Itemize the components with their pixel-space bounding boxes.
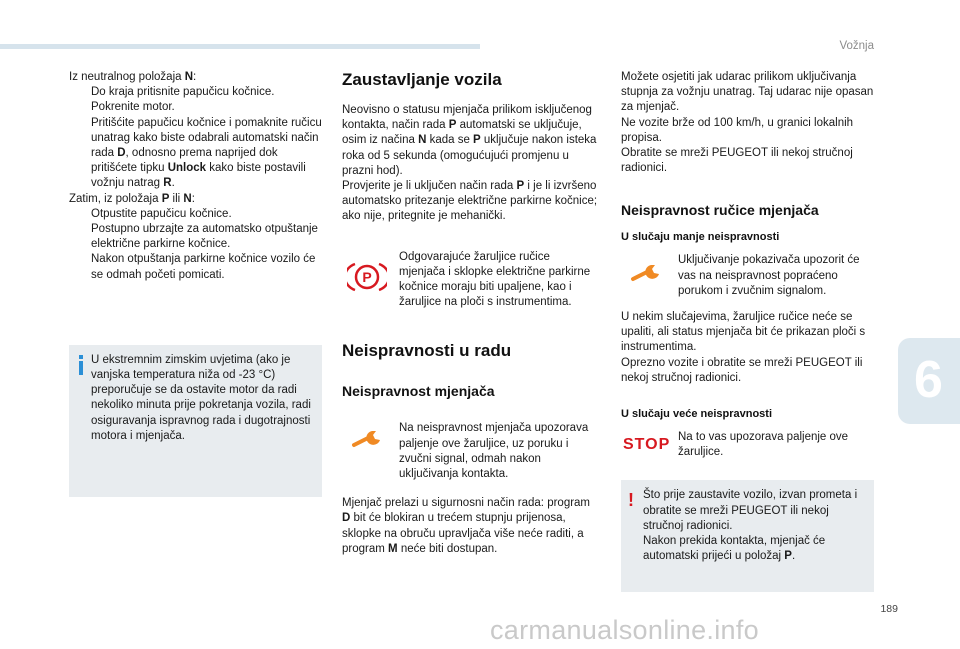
wrench-icon [629,261,665,285]
then-line: Zatim, iz položaja P ili N: [69,192,195,205]
paragraph: U nekim slučajevima, žaruljice ručice neće se upaliti, ali status mjenjača bit će prikazan ploči s instrumentima. [621,311,866,354]
paragraph: Neovisno o statusu mjenjača prilikom isključenog kontakta, način rada P automatski se uključuje, osim iz načina N kada se P uključuje nakon isteka roka od 5 sekunda (omogućujući promjenu u prazni hod). [342,104,597,177]
paragraph: Oprezno vozite i obratite se mreži PEUGEOT ili nekoj stručnoj radionici. [621,356,863,384]
subheading-major: U slučaju veće neispravnosti [621,408,773,421]
paragraph: Možete osjetiti jak udarac prilikom uključivanja stupnja za vožnju unatrag. Taj udarac nije opasan za mjenjač. [621,71,874,114]
list-item: Pokrenite motor. [91,101,175,114]
paragraph: Provjerite je li uključen način rada P i je li izvršeno automatsko pritezanje električne parkirne kočnice; ako nije, pritegnite je mehanički. [342,180,598,223]
svg-text:P: P [362,268,372,285]
warning-box [621,480,874,592]
heading-lever-fault: Neispravnost ručice mjenjača [621,202,819,219]
column-middle [342,70,599,557]
wrench-icon [350,427,386,451]
list-item: Pritišćite papučicu kočnice i pomaknite ručicu unatrag kako biste odabrali automatski način rada D, odnosno prema naprijed dok pritišćete tipku Unlock kako biste postavili vožnju natrag R. [91,116,322,190]
stop-warning-text: Na to vas upozorava paljenje ove žaruljice. [678,431,849,459]
list-item: Nakon otpuštanja parkirne kočnice vozilo će se odmah početi pomicati. [91,253,316,281]
paragraph: Ne vozite brže od 100 km/h, u granici lokalnih propisa. [621,116,854,144]
chapter-tab [898,338,960,424]
info-icon [78,355,84,375]
exclamation-icon: ! [628,490,634,511]
stop-warning-row [621,430,874,460]
parking-warning-text: Odgovarajuće žaruljice ručice mjenjača i sklopke električne parkirne kočnice moraju biti upaljene, kao i žaruljice na ploči s instrumentima. [399,250,591,309]
heading-faults: Neispravnosti u radu [342,341,512,361]
gearbox-warning-text: Na neispravnost mjenjača upozorava paljenje ove žaruljice, uz poruku i zvučni signal, odmah nakon uključivanja kontakta. [399,422,589,481]
warning-text: Što prije zaustavite vozilo, izvan prometa i obratite se mreži PEUGEOT ili nekoj stručnoj radionici. [643,489,858,532]
info-box [69,345,322,497]
column-left [69,70,322,497]
warning-text: Nakon prekida kontakta, mjenjač će automatski prijeći u položaj P. [643,535,826,563]
paragraph: Mjenjač prelazi u sigurnosni način rada: program D bit će blokiran u trećem stupnju prijenosa, sklopke na obruču upravljača više neće raditi, a program M neće biti dostupan. [342,497,591,555]
subheading-minor: U slučaju manje neispravnosti [621,231,780,244]
column-right [621,70,874,592]
list-item: Otpustite papučicu kočnice. [91,207,232,220]
parking-brake-icon [347,260,387,294]
chapter-number: 6 [914,351,943,409]
heading-gearbox-fault: Neispravnost mjenjača [342,383,495,400]
stop-icon: STOP [623,436,671,454]
header-rule [0,44,480,49]
heading-stopping: Zaustavljanje vozila [342,70,502,89]
page-number: 189 [880,603,898,615]
info-text: U ekstremnim zimskim uvjetima (ako je vanjska temperatura niža od -23 °C) preporučuje se da ostavite motor da radi nekoliko minuta prije pokretanja vozila, radi osiguravanja ispravnog rada i dugotrajnosti motora i mjenjača. [91,353,311,442]
paragraph: Obratite se mreži PEUGEOT ili nekoj stručnoj radionici. [621,147,853,175]
list-item: Do kraja pritisnite papučicu kočnice. [91,86,275,99]
intro-line: Iz neutralnog položaja N: [69,71,197,83]
lever-warning-row [621,253,874,299]
section-title: Vožnja [839,40,874,52]
list-item: Postupno ubrzajte za automatsko otpuštanje električne parkirne kočnice. [91,223,318,251]
watermark: carmanualsonline.info [490,615,759,645]
gearbox-warning-row [342,421,599,482]
parking-warning-row [342,250,599,311]
lever-warning-text: Uključivanje pokazivača upozorit će vas na neispravnost popraćeno porukom i zvučnim signalom. [678,254,860,297]
